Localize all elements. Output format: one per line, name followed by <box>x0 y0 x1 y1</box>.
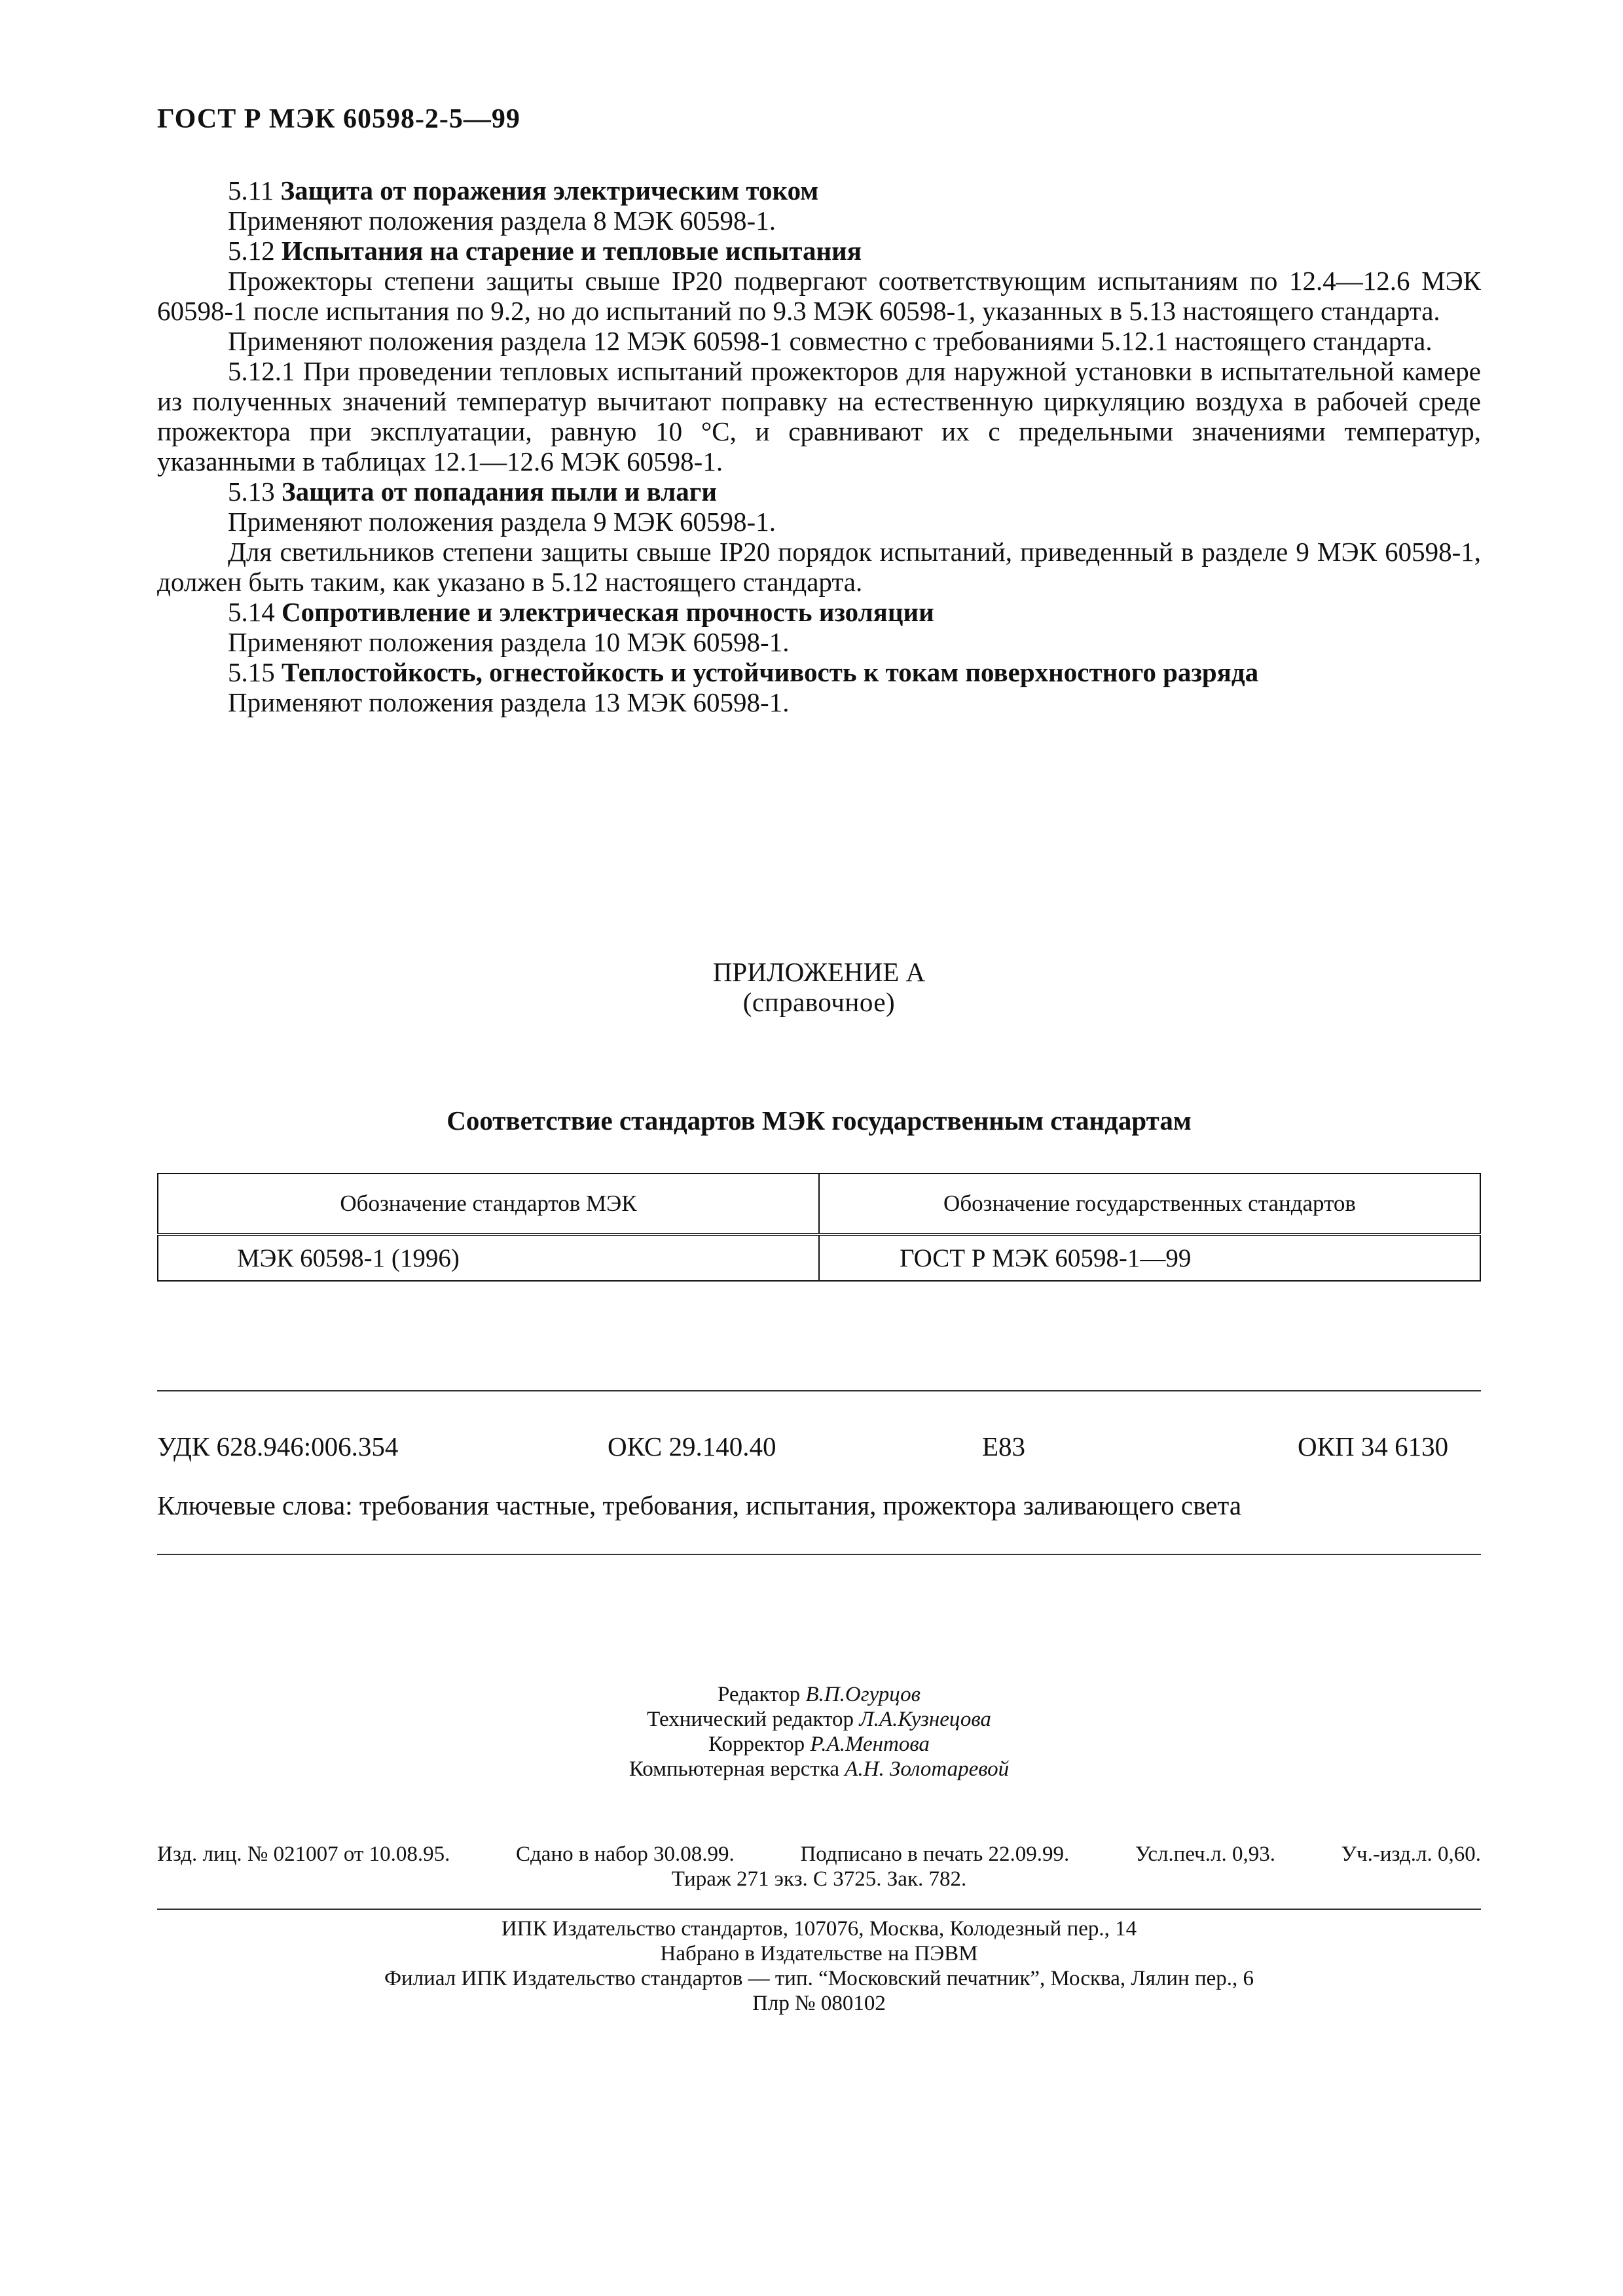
imprint-typeset: Сдано в набор 30.08.99. <box>516 1842 735 1866</box>
publisher-line: Филиал ИПК Издательство стандартов — тип. “Московский печатник”, Москва, Лялин пер., 6 <box>384 1967 1254 1990</box>
credit-label: Компьютерная верстка <box>629 1757 840 1781</box>
paragraph: Применяют положения раздела 10 МЭК 60598-1. <box>228 627 790 657</box>
document-header: ГОСТ Р МЭК 60598-2-5—99 <box>157 104 520 134</box>
credit-name: А.Н. Золотаревой <box>845 1757 1010 1781</box>
section-number: 5.15 <box>228 657 275 687</box>
body-text <box>157 175 1481 717</box>
credit-label: Корректор <box>708 1732 805 1756</box>
okp-code: ОКП 34 6130 <box>1298 1431 1449 1462</box>
paragraph: Прожекторы степени защиты свыше IP20 подвергают соответствующим испытаниям по 12.4—12.6 МЭК 60598-1 после испытания по 9.2, но до испытаний по 9.3 МЭК 60598-1, указанных в 5.13 настоящего стандарта. <box>157 266 1481 326</box>
table-row <box>158 1234 1480 1281</box>
divider <box>157 1554 1481 1555</box>
credit-layout <box>157 1757 1481 1782</box>
column-header: Обозначение государственных стандартов <box>819 1174 1480 1234</box>
credit-name: В.П.Огурцов <box>805 1683 921 1706</box>
keywords: Ключевые слова: требования частные, требования, испытания, прожектора заливающего света <box>157 1490 1242 1520</box>
credit-tech-editor <box>157 1707 1481 1732</box>
group-code: Е83 <box>982 1431 1026 1462</box>
standards-table <box>157 1173 1481 1282</box>
section-title: Испытания на старение и тепловые испытания <box>282 236 862 266</box>
table-title: Соответствие стандартов МЭК государственным стандартам <box>447 1105 1192 1136</box>
section-title: Теплостойкость, огнестойкость и устойчивость к токам поверхностного разряда <box>282 657 1259 687</box>
paragraph: Применяют положения раздела 9 МЭК 60598-1. <box>228 507 776 537</box>
imprint-print-run: Тираж 271 экз. С 3725. Зак. 782. <box>671 1867 967 1891</box>
divider <box>157 1390 1481 1391</box>
credit-label: Редактор <box>717 1683 801 1706</box>
divider <box>157 1909 1481 1910</box>
section-5-14-heading <box>157 597 1481 627</box>
udk-code: УДК 628.946:006.354 <box>157 1431 399 1462</box>
paragraph: Применяют положения раздела 13 МЭК 60598-1. <box>228 687 790 717</box>
publisher-line: Плр № 080102 <box>752 1992 886 2015</box>
credits <box>157 1682 1481 1782</box>
imprint-license: Изд. лиц. № 021007 от 10.08.95. <box>157 1842 450 1866</box>
section-5-12-heading <box>157 236 1481 266</box>
section-title: Защита от попадания пыли и влаги <box>282 476 718 507</box>
publisher-info <box>157 1916 1481 2016</box>
section-number: 5.12 <box>228 236 275 266</box>
credit-editor <box>157 1682 1481 1707</box>
appendix-heading <box>157 957 1481 1017</box>
section-number: 5.11 <box>228 175 274 206</box>
column-header: Обозначение стандартов МЭК <box>158 1174 819 1234</box>
table-cell: МЭК 60598-1 (1996) <box>158 1234 819 1281</box>
credit-label: Технический редактор <box>647 1708 854 1731</box>
paragraph: Для светильников степени защиты свыше IP20 порядок испытаний, приведенный в разделе 9 МЭК 60598-1, должен быть таким, как указано в 5.12 настоящего стандарта. <box>157 537 1481 597</box>
table-header-row <box>158 1174 1480 1234</box>
imprint-signed: Подписано в печать 22.09.99. <box>800 1842 1070 1866</box>
credit-corrector <box>157 1732 1481 1757</box>
section-number: 5.14 <box>228 597 275 627</box>
credit-name: Р.А.Ментова <box>810 1732 930 1756</box>
publisher-line: Набрано в Издательстве на ПЭВМ <box>660 1942 978 1965</box>
imprint <box>157 1842 1481 1892</box>
appendix-subtitle: (справочное) <box>742 987 896 1017</box>
credit-name: Л.А.Кузнецова <box>859 1708 991 1731</box>
publisher-line: ИПК Издательство стандартов, 107076, Москва, Колодезный пер., 14 <box>501 1917 1137 1941</box>
section-5-11-heading <box>157 175 1481 206</box>
oks-code: ОКС 29.140.40 <box>608 1431 776 1462</box>
imprint-print-sheets: Усл.печ.л. 0,93. <box>1135 1842 1275 1866</box>
section-5-15-heading <box>157 657 1481 687</box>
section-5-13-heading <box>157 476 1481 507</box>
paragraph: Применяют положения раздела 12 МЭК 60598-1 совместно с требованиями 5.12.1 настоящего стандарта. <box>228 326 1432 356</box>
section-number: 5.13 <box>228 476 275 507</box>
section-title: Защита от поражения электрическим током <box>280 175 819 206</box>
imprint-row <box>157 1842 1481 1867</box>
appendix-title: ПРИЛОЖЕНИЕ А <box>712 957 926 987</box>
paragraph: 5.12.1 При проведении тепловых испытаний прожекторов для наружной установки в испытательной камере из полученных значений температур вычитают поправку на естественную циркуляцию воздуха в рабочей среде прожектора при эксплуатации, равную 10 °С, и сравнивают их с предельными значениями температур, указанными в таблицах 12.1—12.6 МЭК 60598-1. <box>157 356 1481 476</box>
imprint-pub-sheets: Уч.-изд.л. 0,60. <box>1341 1842 1481 1866</box>
table-cell: ГОСТ Р МЭК 60598-1—99 <box>819 1234 1480 1281</box>
paragraph: Применяют положения раздела 8 МЭК 60598-1. <box>228 206 776 236</box>
section-title: Сопротивление и электрическая прочность изоляции <box>282 597 934 627</box>
